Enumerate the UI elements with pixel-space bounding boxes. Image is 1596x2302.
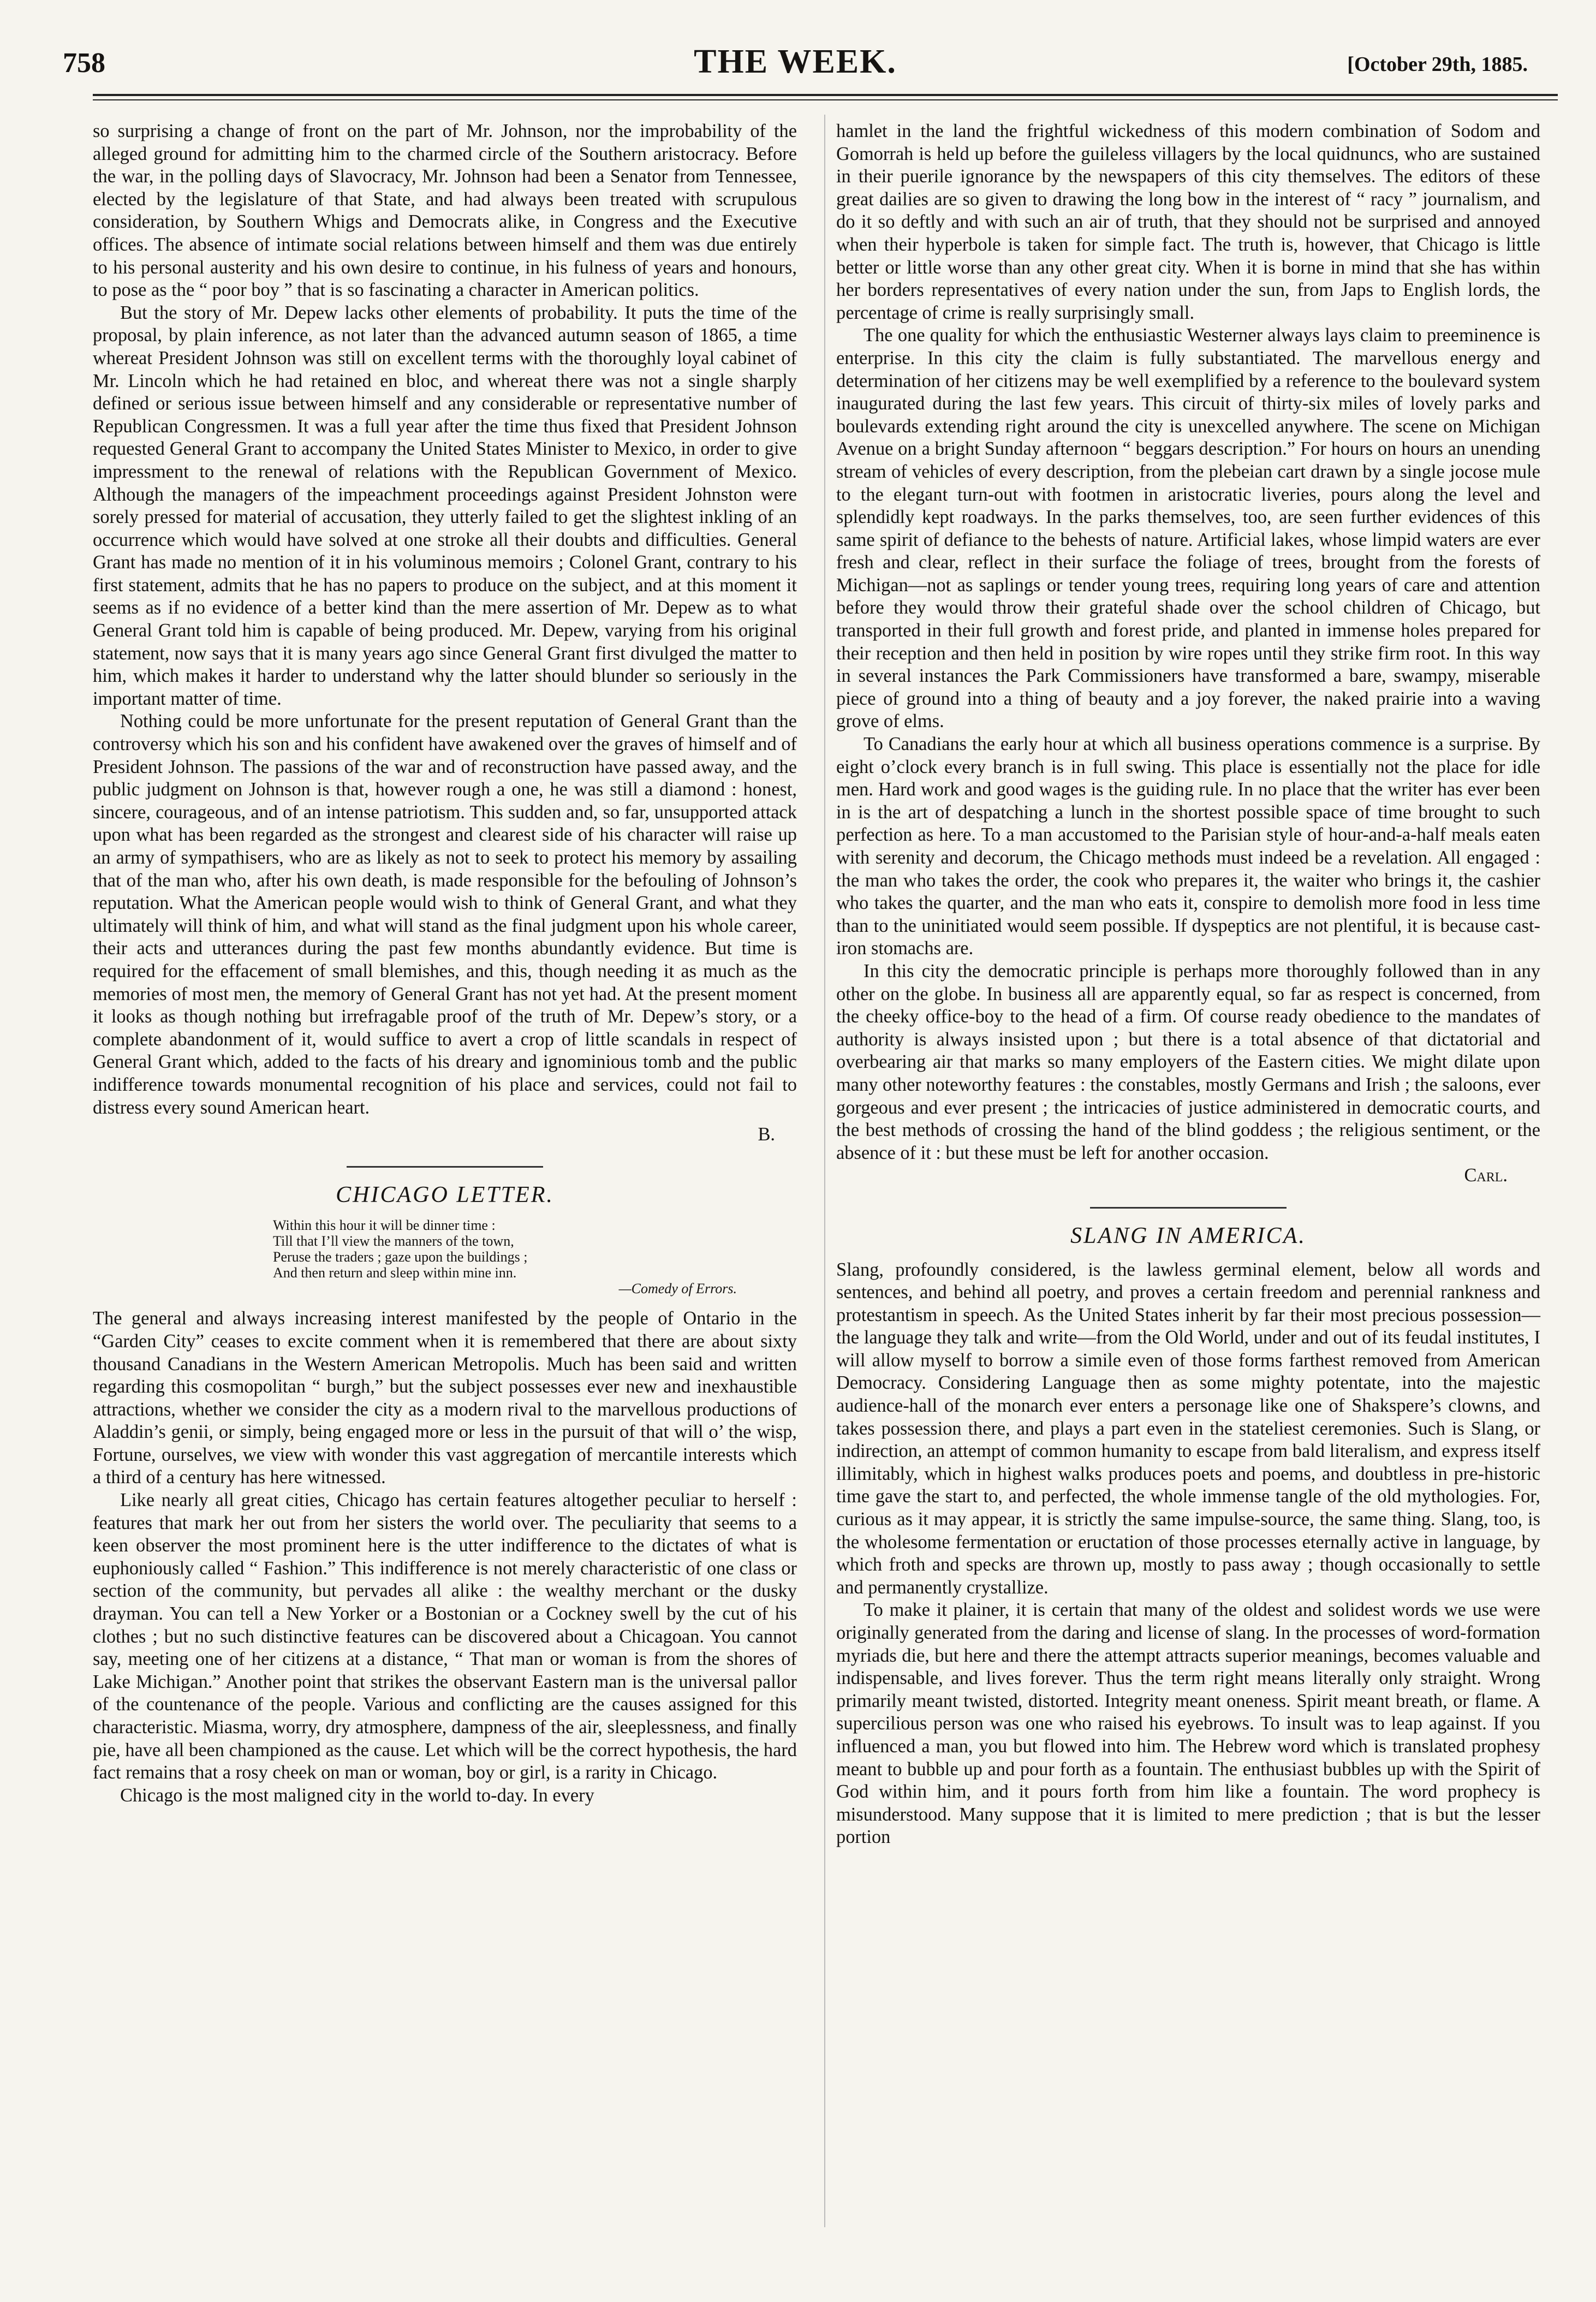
article-paragraph: so surprising a change of front on the part of Mr. Johnson, nor the improbability of the alleged ground for admitting him to the charmed circle of the Southern aristocracy. Before the war, in the polling days of Slavocracy, Mr. Johnson had been a Senator from Tennessee, elected by the legislature of that State, and had always been treated with scrupulous consideration, by Southern Whigs and Democrats alike, in Congress and the Executive offices. The absence of intimate social relations between himself and them was due entirely to his personal austerity and his own desire to continue, in his fulness of years and honours, to pose as the “ poor boy ” that is so fascinating a character in American politics. xyxy=(93,121,797,301)
epigraph-line: Till that I’ll view the manners of the town, xyxy=(273,1233,514,1250)
left-column xyxy=(93,120,797,1807)
article-paragraph: Slang, profoundly considered, is the lawless germinal element, below all words and sentences, and behind all poetry, and proves a certain freedom and perennial rankness and protestantism in speech. As the United States inherit by far their most precious possession—the language they talk and write—from the Old World, under and out of its feudal institutes, I will allow myself to borrow a simile even of those forms farthest removed from American Democracy. Considering Language then as some mighty potentate, into the majestic audience-hall of the monarch ever enters a personage like one of Shakspere’s clowns, and takes possession there, and plays a part even in the stateliest ceremonies. Such is Slang, or indirection, an attempt of common humanity to escape from bald literalism, and express itself illimitably, which in highest walks produces poets and poems, and doubtless in pre-historic time gave the start to, and perfected, the whole immense tangle of the old mythologies. For, curious as it may appear, it is strictly the same impulse-source, the same thing. Slang, too, is the wholesome fermentation or eructation of those processes eternally active in language, by which froth and specks are thrown up, mostly to pass away ; though occasionally to settle and permanently crystallize. xyxy=(836,1259,1540,1598)
epigraph-source: —Comedy of Errors. xyxy=(618,1281,737,1297)
header-rule-thin xyxy=(93,99,1558,100)
article-signature: Carl. xyxy=(1464,1165,1508,1186)
article-paragraph: To make it plainer, it is certain that many of the oldest and solidest words we use were originally generated from the daring and license of slang. In the processes of word-formation myriads die, but here and there the attempt attracts superior meanings, becomes valuable and indispensable, and lives forever. Thus the term right means literally only straight. Wrong primarily meant twisted, distorted. Integrity meant oneness. Spirit meant breath, or flame. A supercilious person was one who raised his eyebrows. To insult was to leap against. If you influenced a man, you but flowed into him. The Hebrew word which is translated prophesy meant to bubble up and pour forth as a fountain. The enthusiast bubbles up with the Spirit of God within him, and it pours forth from him like a fountain. The word prophecy is misunderstood. Many suppose that it is limited to mere prediction ; that is but the lesser portion xyxy=(836,1599,1540,1848)
article-paragraph: The one quality for which the enthusiastic Westerner always lays claim to preeminence is enterprise. In this city the claim is fully substantiated. The marvellous energy and determination of her citizens may be well exemplified by a reference to the boulevard system inaugurated during the last few years. This circuit of thirty-six miles of lovely parks and boulevards extending right around the city is unexcelled anywhere. The scene on Michigan Avenue on a bright Sunday afternoon “ beggars description.” For hours on hours an unending stream of vehicles of every description, from the plebeian cart drawn by a single jocose mule to the elegant turn-out with footmen in aristocratic liveries, pours along the level and splendidly kept roadways. In the parks themselves, too, are seen further evidences of this same spirit of defiance to the behests of nature. Artificial lakes, whose limpid waters are ever fresh and clear, reflect in their surface the foliage of trees, brought from the forests of Michigan—not as saplings or tender young trees, requiring long years of care and attention before they would throw their grateful shade over the school children of Chicago, but transported in their full growth and forest pride, and planted in immense holes prepared for their reception and then held in position by wire ropes until they strike firm root. In this way in several instances the Park Commissioners have transformed a bare, swampy, miserable piece of ground into a thing of beauty and a joy forever, the naked prairie into a waving grove of elms. xyxy=(836,325,1540,732)
epigraph-line: And then return and sleep within mine inn. xyxy=(273,1265,517,1281)
page-number: 758 xyxy=(63,47,105,79)
header-rule xyxy=(93,94,1558,96)
article-paragraph: To Canadians the early hour at which all business operations commence is a surprise. By eight o’clock every branch is in full swing. This place is essentially not the place for idle men. Hard work and good wages is the guiding rule. In no place that the writer has ever been in is the art of despatching a lunch in the shortest possible space of time brought to such perfection as here. To a man accustomed to the Parisian style of hour-and-a-half meals eaten with serenity and decorum, the Chicago methods must indeed be a revelation. All engaged : the man who takes the order, the cook who prepares it, the waiter who brings it, the cashier who takes the quarter, and the man who eats it, conspire to demolish more food in less time than to the uninitiated would seem possible. If dyspeptics are not plentiful, it is because cast-iron stomachs are. xyxy=(836,734,1540,959)
article-paragraph: But the story of Mr. Depew lacks other elements of probability. It puts the time of the proposal, by plain inference, as not later than the advanced autumn season of 1865, a time whereat President Johnson was still on excellent terms with the thoroughly loyal cabinet of Mr. Lincoln which he had retained en bloc, and whereat there was not a single sharply defined or serious issue between himself and any considerable or representative number of Republican Congressmen. It was a full year after the time thus fixed that President Johnson requested General Grant to accompany the United States Minister to Mexico, in order to give impressment to the renewal of relations with the Republican Government of Mexico. Although the managers of the impeachment proceedings against President Johnston were sorely pressed for material of accusation, they utterly failed to get the slightest inkling of an occurrence which would have solved at one stroke all their doubts and difficulties. General Grant has made no mention of it in his voluminous memoirs ; Colonel Grant, contrary to his first statement, admits that he has no papers to produce on the subject, and at this moment it seems as if no evidence of a better kind than the mere assertion of Mr. Depew as to what General Grant told him is capable of being produced. Mr. Depew, varying from his original statement, now says that it is many years ago since General Grant first divulged the matter to him, which makes it harder to understand why the latter should blunder so seriously in the important matter of time. xyxy=(93,302,797,709)
article-paragraph: hamlet in the land the frightful wickedness of this modern combination of Sodom and Gomorrah is held up before the guileless villagers by the local quidnuncs, who are sustained in their puerile ignorance by the newspapers of this city themselves. The editors of these great dailies are so given to drawing the long bow in the interest of “ racy ” journalism, and do it so deftly and with such an air of truth, that they should not be surprised and annoyed when their hyperbole is taken for simple fact. The truth is, however, that Chicago is little better or little worse than any other great city. When it is borne in mind that she has within her borders representatives of every nation under the sun, from Japs to English lords, the percentage of crime is really surprisingly small. xyxy=(836,121,1540,323)
article-paragraph: In this city the democratic principle is perhaps more thoroughly followed than in any other on the globe. In business all are apparently equal, so far as respect is concerned, from the cheeky office-boy to the head of a firm. Of course ready obedience to the mandates of authority is always insisted upon ; but there is a total absence of that dictatorial and overbearing air that marks so many employers of the Eastern cities. We might dilate upon many other noteworthy features : the constables, mostly Germans and Irish ; the saloons, ever gorgeous and ever present ; the intricacies of justice administered in democratic courts, and the best methods of crossing the hand of the blind goddess ; the religious sentiment, or the absence of it : but these must be left for another occasion. xyxy=(836,960,1540,1163)
publication-title: THE WEEK. xyxy=(694,43,897,80)
article-paragraph: Like nearly all great cities, Chicago has certain features altogether peculiar to herself : features that mark her out from her sisters the world over. The peculiarity that seems to a keen observer the most prominent here is the utter indifference to the dictates of what is euphoniously called “ Fashion.” This indifference is not merely characteristic of one class or section of the community, but pervades all alike : the wealthy merchant or the dusky drayman. You can tell a New Yorker or a Bostonian or a Cockney swell by the cut of his clothes ; but no such distinctive features can be discovered about a Chicagoan. You cannot say, meeting one of her citizens at a distance, “ That man or woman is from the shores of Lake Michigan.” Another point that strikes the observant Eastern man is the universal pallor of the countenance of the people. Various and conflicting are the causes assigned for this characteristic. Miasma, worry, dry atmosphere, dampness of the air, sleeplessness, and finally pie, have all been championed as the cause. Let which will be the correct hypothesis, the hard fact remains that a rosy cheek on man or woman, boy or girl, is a rarity in Chicago. xyxy=(93,1490,797,1783)
epigraph-line: Peruse the traders ; gaze upon the buildings ; xyxy=(273,1249,528,1265)
right-column xyxy=(836,120,1540,1849)
article-paragraph: The general and always increasing interest manifested by the people of Ontario in the “Garden City” ceases to excite comment when it is remembered that there are about sixty thousand Canadians in the Western American Metropolis. Much has been said and written regarding this cosmopolitan “ burgh,” but the subject possesses ever new and inexhaustible attractions, whether we consider the city as a modern rival to the marvellous productions of Aladdin’s genii, or simply, being engaged more or less in the pursuit of that will o’ the wisp, Fortune, ourselves, we view with wonder this vast aggregation of mercantile interests which a third of a century has here witnessed. xyxy=(93,1308,797,1488)
article-paragraph: Chicago is the most maligned city in the world to-day. In every xyxy=(120,1785,594,1806)
page-header xyxy=(63,43,1528,86)
article-paragraph: Nothing could be more unfortunate for the present reputation of General Grant than the controversy which his son and his confident have awakened over the graves of himself and of President Johnson. The passions of the war and of reconstruction have passed away, and the public judgment on Johnson is that, however rough a one, he was still a diamond : honest, sincere, courageous, and of an intense patriotism. This sudden and, so far, unsupported attack upon what has been regarded as the strongest and clearest side of his character will raise up an army of sympathisers, who are as likely as not to seek to protect his memory by assailing that of the man who, after his own death, is made responsible for the befouling of Johnson’s reputation. What the American people would wish to think of General Grant, and what they ultimately will think of him, and what will stand as the final judgment upon his whole career, their acts and utterances during the past few months abundantly evidence. But time is required for the effacement of small blemishes, and this, though needing it as much as the memories of most men, the memory of General Grant has not yet had. At the present moment it looks as though nothing but irrefragable proof of the truth of Mr. Depew’s story, or a complete abandonment of it, would suffice to avert a crop of little scandals in respect of General Grant which, added to the facts of his dreary and ignominious tomb and the public indifference towards monumental recognition of his place and services, could not fail to distress every sound American heart. xyxy=(93,711,797,1118)
column-divider xyxy=(824,115,825,2227)
article-signature: B. xyxy=(758,1124,775,1145)
section-divider xyxy=(347,1166,543,1168)
slang-title: SLANG IN AMERICA. xyxy=(1070,1223,1306,1248)
chicago-letter-title: CHICAGO LETTER. xyxy=(336,1182,554,1207)
issue-date: [October 29th, 1885. xyxy=(1347,53,1528,76)
section-divider xyxy=(1090,1207,1287,1209)
epigraph xyxy=(273,1217,797,1296)
epigraph-line: Within this hour it will be dinner time : xyxy=(273,1217,496,1234)
